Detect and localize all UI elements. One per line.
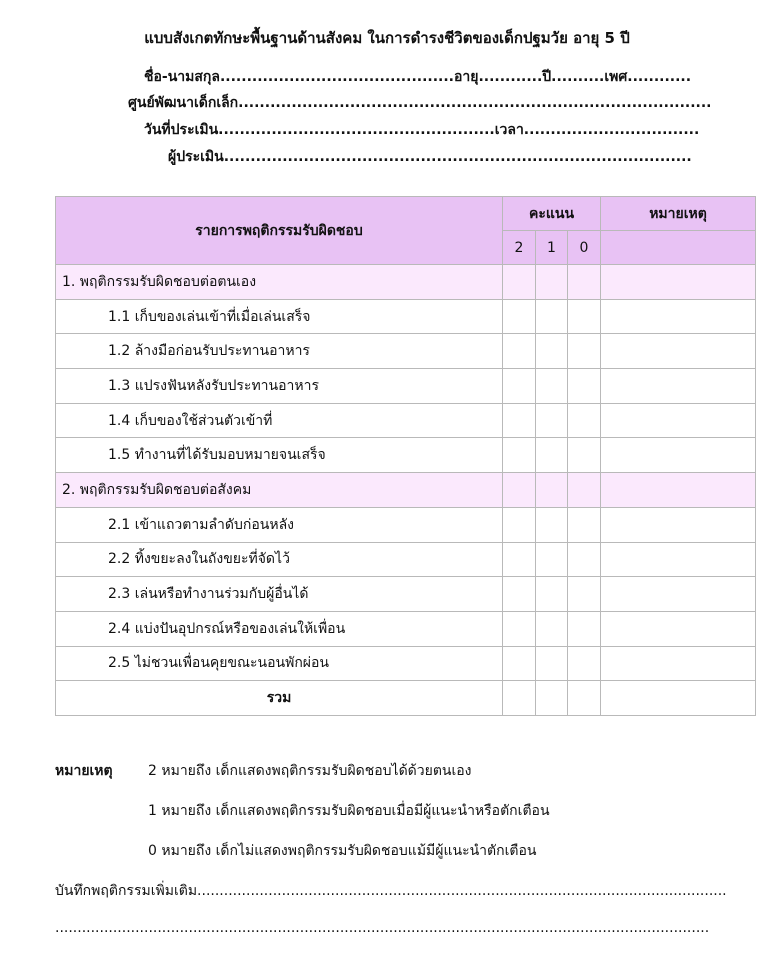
note-item-2: 2 หมายถึง เด็กแสดงพฤติกรรมรับผิดชอบได้ด้วยตนเอง [148,763,472,779]
total-label: รวม [56,681,503,716]
score-1-cell [536,438,568,473]
table-row [56,334,756,369]
header-score: คะแนน [503,197,601,231]
score-1-cell [536,299,568,334]
behavior-label: 1. พฤติกรรมรับผิดชอบต่อตนเอง [56,265,503,300]
assessor-field: ผู้ประเมิน........................................................................................ [168,149,692,165]
score-2-cell [503,681,536,716]
score-1-cell [536,646,568,681]
score-1-cell [536,507,568,542]
behavior-label: 2.5 ไม่ชวนเพื่อนคุยขณะนอนพักผ่อน [56,646,503,681]
table-row [56,403,756,438]
additional-notes-line-1: บันทึกพฤติกรรมเพิ่มเติม....................................................................................................................... [55,883,727,899]
score-0-cell [568,681,601,716]
note-item-0: 0 หมายถึง เด็กไม่แสดงพฤติกรรมรับผิดชอบแม้มีผู้แนะนำตักเตือน [148,843,537,859]
score-1-cell [536,681,568,716]
remark-subheader [601,231,756,265]
page-title: แบบสังเกตทักษะพื้นฐานด้านสังคม ในการดำรงชีวิตของเด็กปฐมวัย อายุ 5 ปี [144,29,630,47]
score-2-cell [503,646,536,681]
score-0-cell [568,646,601,681]
observation-table [55,196,756,716]
behavior-label: 2. พฤติกรรมรับผิดชอบต่อสังคม [56,473,503,508]
score-0-cell [568,265,601,300]
score-1-cell [536,577,568,612]
total-row [56,681,756,716]
table-row [56,542,756,577]
behavior-label: 1.2 ล้างมือก่อนรับประทานอาหาร [56,334,503,369]
name-age-sex-field: ชื่อ-นามสกุล............................................อายุ............ปี..........เพศ............ [144,69,692,85]
score-1-cell [536,611,568,646]
score-1-cell [536,473,568,508]
score-1-cell [536,403,568,438]
score-0-cell [568,542,601,577]
score-2-cell [503,507,536,542]
remark-cell [601,369,756,404]
score-2-cell [503,473,536,508]
table-row [56,507,756,542]
behavior-label: 2.2 ทิ้งขยะลงในถังขยะที่จัดไว้ [56,542,503,577]
behavior-label: 1.4 เก็บของใช้ส่วนตัวเข้าที่ [56,403,503,438]
remark-cell [601,334,756,369]
behavior-label: 1.5 ทำงานที่ได้รับมอบหมายจนเสร็จ [56,438,503,473]
category-row [56,473,756,508]
behavior-label: 2.3 เล่นหรือทำงานร่วมกับผู้อื่นได้ [56,577,503,612]
score-2-cell [503,438,536,473]
score-0-cell [568,507,601,542]
remark-cell [601,577,756,612]
score-2-cell [503,265,536,300]
score-2-cell [503,369,536,404]
score-2-cell [503,542,536,577]
behavior-label: 1.3 แปรงฟันหลังรับประทานอาหาร [56,369,503,404]
score-1-cell [536,369,568,404]
score-0-cell [568,403,601,438]
score-2-cell [503,334,536,369]
score-2-cell [503,299,536,334]
remark-cell [601,507,756,542]
score-0-cell [568,438,601,473]
remark-cell [601,299,756,334]
score-level-1: 1 [536,231,568,265]
table-row [56,577,756,612]
additional-notes-line-2: ................................................................................................................................................... [55,920,710,936]
score-2-cell [503,611,536,646]
remark-cell [601,265,756,300]
note-item-1: 1 หมายถึง เด็กแสดงพฤติกรรมรับผิดชอบเมื่อมีผู้แนะนำหรือตักเตือน [148,803,550,819]
score-0-cell [568,611,601,646]
table-row [56,369,756,404]
score-1-cell [536,542,568,577]
table-row [56,438,756,473]
category-row [56,265,756,300]
note-key: หมายเหตุ [55,763,113,779]
table-row [56,299,756,334]
score-2-cell [503,403,536,438]
score-level-2: 2 [503,231,536,265]
score-2-cell [503,577,536,612]
date-time-field: วันที่ประเมิน....................................................เวลา................................. [144,122,700,138]
remark-cell [601,646,756,681]
header-behavior-items: รายการพฤติกรรมรับผิดชอบ [56,197,503,265]
behavior-label: 1.1 เก็บของเล่นเข้าที่เมื่อเล่นเสร็จ [56,299,503,334]
score-0-cell [568,577,601,612]
child-center-field: ศูนย์พัฒนาเด็กเล็ก......................................................................................... [128,95,712,111]
remark-cell [601,611,756,646]
table-row [56,646,756,681]
table-row [56,611,756,646]
remark-cell [601,681,756,716]
score-1-cell [536,334,568,369]
remark-cell [601,438,756,473]
score-0-cell [568,299,601,334]
table-body [56,265,756,716]
behavior-label: 2.4 แบ่งปันอุปกรณ์หรือของเล่นให้เพื่อน [56,611,503,646]
header-remark: หมายเหตุ [601,197,756,231]
score-0-cell [568,369,601,404]
score-0-cell [568,334,601,369]
remark-cell [601,542,756,577]
remark-cell [601,403,756,438]
behavior-label: 2.1 เข้าแถวตามลำดับก่อนหลัง [56,507,503,542]
remark-cell [601,473,756,508]
score-1-cell [536,265,568,300]
score-level-0: 0 [568,231,601,265]
score-0-cell [568,473,601,508]
